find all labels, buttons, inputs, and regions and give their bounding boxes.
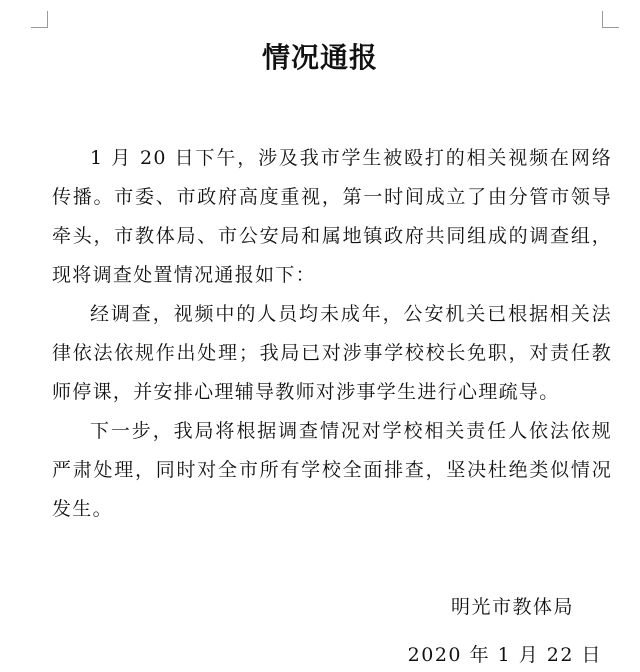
paragraph-1: 1 月 20 日下午，涉及我市学生被殴打的相关视频在网络传播。市委、市政府高度重视，第一时间成立了由分管市领导牵头，市教体局、市公安局和属地镇政府共同组成的调查组，现将调查处置情况通报如下： <box>52 147 612 286</box>
paragraph-3: 下一步，我局将根据调查情况对学校相关责任人依法依规严肃处理，同时对全市所有学校全面排查，坚决杜绝类似情况发生。 <box>52 420 612 520</box>
signature-date: 2020 年 1 月 22 日 <box>407 644 602 666</box>
crop-mark-top-left <box>31 11 48 28</box>
paragraph-2: 经调查，视频中的人员均未成年，公安机关已根据相关法律依法依规作出处理；我局已对涉事学校校长免职，对责任教师停课，并安排心理辅导教师对涉事学生进行心理疏导。 <box>52 303 612 403</box>
document-title: 情况通报 <box>261 41 378 74</box>
signature-organization: 明光市教体局 <box>450 596 574 618</box>
document-body <box>52 139 612 529</box>
crop-mark-top-right <box>602 11 619 28</box>
